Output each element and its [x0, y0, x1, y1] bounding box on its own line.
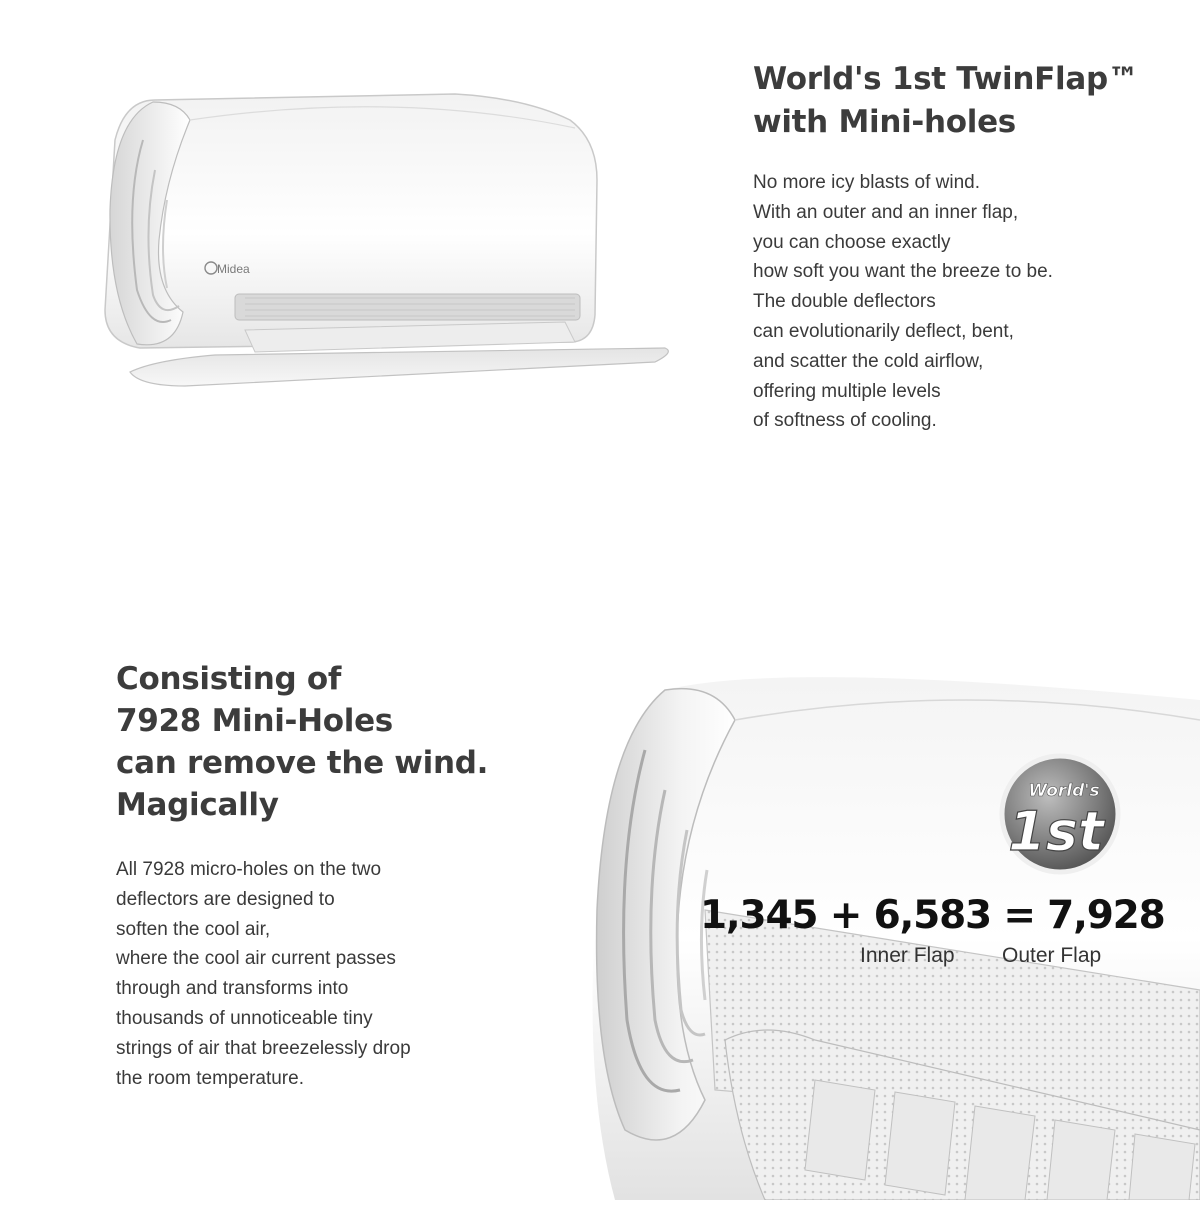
description-line: how soft you want the breeze to be. [753, 261, 1053, 283]
outer-flap-label: Outer Flap [1002, 944, 1102, 967]
description-line: soften the cool air, [116, 918, 271, 940]
description-line: strings of air that breezelessly drop [116, 1037, 411, 1059]
badge-line-1: World's [1028, 781, 1100, 801]
section-bottom-title [116, 658, 488, 826]
section-bottom-description [116, 855, 411, 1093]
holes-equation: 1,345 + 6,583 = 7,928 [700, 893, 1165, 938]
description-line: where the cool air current passes [116, 948, 396, 970]
description-line: and scatter the cold airflow, [753, 350, 984, 372]
worlds-first-badge [998, 752, 1122, 876]
section-top-description [753, 168, 1053, 436]
title-line: World's 1st TwinFlap™ [753, 61, 1139, 97]
description-line: deflectors are designed to [116, 888, 335, 910]
description-line: thousands of unnoticeable tiny [116, 1007, 373, 1029]
description-line: can evolutionarily deflect, bent, [753, 320, 1014, 342]
title-line: can remove the wind. [116, 745, 489, 781]
title-line: Consisting of [116, 661, 342, 697]
title-line: 7928 Mini-Holes [116, 703, 393, 739]
description-line: the room temperature. [116, 1067, 304, 1089]
description-line: of softness of cooling. [753, 410, 937, 432]
description-line: All 7928 micro-holes on the two [116, 859, 382, 880]
section-top-title [753, 58, 1139, 144]
description-line: through and transforms into [116, 978, 349, 1000]
inner-flap-label: Inner Flap [860, 944, 955, 967]
description-line: you can choose exactly [753, 231, 951, 253]
description-line: offering multiple levels [753, 380, 941, 402]
description-line: No more icy blasts of wind. [753, 172, 981, 193]
brand-logo: Midea [217, 262, 250, 276]
title-line: Magically [116, 787, 279, 823]
badge-line-2: 1st [1008, 800, 1104, 863]
description-line: The double deflectors [753, 291, 936, 313]
title-line: with Mini-holes [753, 104, 1016, 140]
air-conditioner-image-top [95, 80, 695, 410]
description-line: With an outer and an inner flap, [753, 201, 1019, 223]
